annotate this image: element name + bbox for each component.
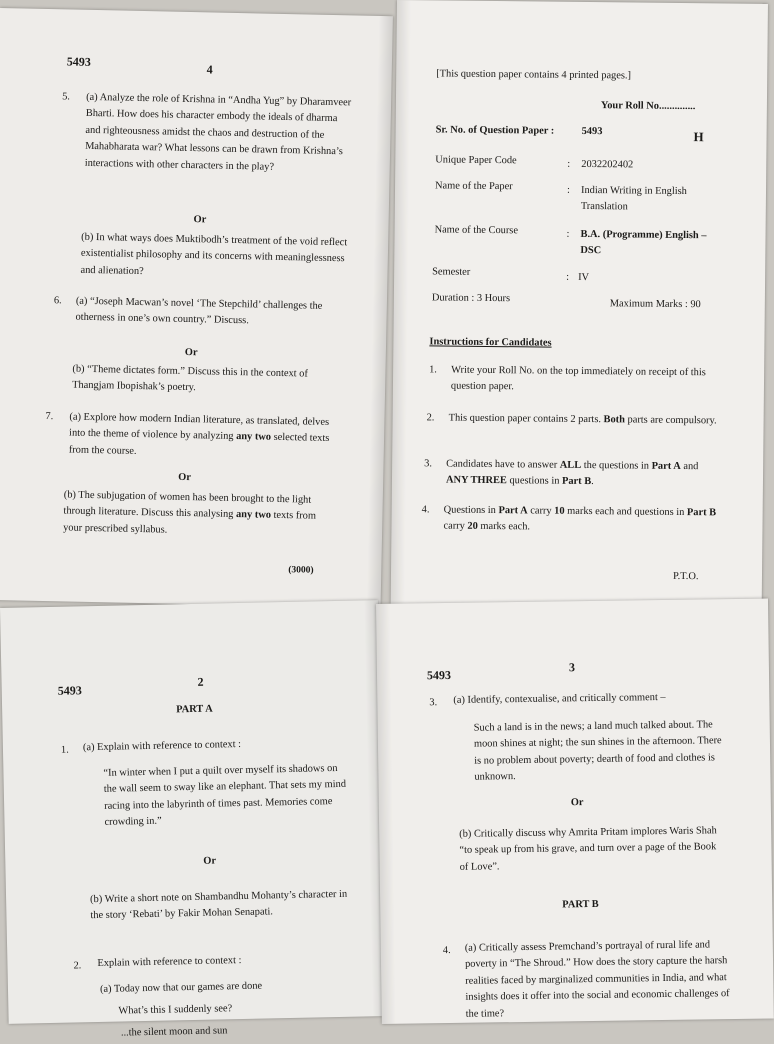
field-label: Name of the Paper: [434, 180, 513, 193]
question-number: 1.: [60, 744, 69, 756]
serial-value: 5493: [581, 125, 603, 138]
question-5b: (b) In what ways does Muktibodh’s treatment of the void reflect existentialist philosophy and its concerns with meaninglessness and alienation?: [80, 231, 348, 277]
field-colon: :: [567, 158, 571, 170]
print-count: (3000): [288, 565, 314, 576]
question-number: 6.: [53, 295, 62, 307]
part-heading: PART B: [562, 898, 599, 911]
part-heading: PART A: [176, 703, 213, 716]
field-value: B.A. (Programme) English – DSC: [580, 228, 707, 257]
paper-code: 5493: [66, 54, 92, 69]
page-number: 4: [206, 62, 213, 77]
or-divider: Or: [184, 346, 198, 359]
question-number: 7.: [45, 411, 54, 423]
field-value: Indian Writing in English Translation: [580, 184, 687, 213]
field-label: Name of the Course: [434, 224, 519, 237]
instructions-heading: Instructions for Candidates: [429, 336, 552, 349]
instruction-number: 2.: [426, 412, 435, 424]
question-6a: (a) “Joseph Macwan’s novel ‘The Stepchild’ challenges the otherness in one’s own country.” Discuss.: [75, 295, 323, 327]
question-1b: (b) Write a short note on Shambandhu Mohanty’s character in the story ‘Rebati’ by Fakir Mohan Senapati.: [90, 888, 348, 922]
instruction-1: Write your Roll No. on the top immediately on receipt of this question paper.: [450, 364, 706, 393]
quote-passage: Such a land is in the news; a land much talked about. The moon shines at night; the sun shines in the afternoon. There is no problem about poverty; dearth of food and clothes is unknown.: [473, 719, 722, 783]
or-divider: Or: [570, 797, 584, 809]
instruction-3: Candidates have to answer ALL the questions in Part A and ANY THREE questions in Part B.: [445, 458, 699, 488]
field-label: Unique Paper Code: [435, 154, 517, 167]
page-number: 2: [197, 674, 204, 689]
page-number: 3: [568, 660, 575, 675]
instruction-4: Questions in Part A carry 10 marks each and questions in Part B carry 20 marks each.: [443, 504, 717, 533]
verse-line: ...the silent moon and sun: [120, 1025, 228, 1039]
quote-passage: “In winter when I put a quilt over myself its shadows on the wall seem to sway like an elephant. That sets my mind racing into the labyrinth of times past. Memories come crowding in.”: [103, 762, 347, 829]
question-3b: (b) Critically discuss why Amrita Pritam implores Waris Shah “to speak up from his grave, and turn over a page of the Book of Love”.: [459, 825, 717, 873]
or-divider: Or: [203, 855, 217, 867]
exam-page-2: [0, 600, 387, 1039]
question-7b: (b) The subjugation of women has been brought to the light through literature. Discuss this analysing any two texts from your prescribed syllabus.: [63, 489, 317, 536]
serial-label: Sr. No. of Question Paper :: [435, 124, 555, 137]
please-turn-over: P.T.O.: [672, 570, 699, 583]
field-colon: :: [566, 271, 570, 283]
exam-page-1: [391, 0, 768, 608]
question-4a: (a) Critically assess Premchand’s portrayal of rural life and poverty in “The Shroud.” How does the story capture the harsh realities faced by marginalized communities in India, and what insights does it offer into the social and economic challenges of the time?: [464, 939, 730, 1020]
exam-page-4: [0, 8, 393, 608]
set-letter: H: [693, 129, 704, 145]
roll-number-label: Your Roll No..............: [600, 100, 696, 113]
question-3a: (a) Identify, contexualise, and critically comment –: [453, 691, 666, 706]
field-value: IV: [578, 271, 590, 284]
question-7a: (a) Explore how modern Indian literature, as translated, delves into the theme of violence by analyzing any two selected texts from the course.: [68, 411, 330, 457]
page-fold-shadow: [391, 0, 411, 604]
question-number: 4.: [442, 944, 451, 957]
or-divider: Or: [193, 214, 207, 226]
page-fold-shadow: [367, 16, 393, 608]
field-colon: :: [566, 184, 570, 196]
question-number: 5.: [62, 91, 71, 103]
exam-page-3: [376, 599, 774, 1024]
pages-note: [This question paper contains 4 printed pages.]: [436, 68, 632, 82]
question-number: 2.: [73, 960, 82, 972]
question-5a: (a) Analyze the role of Krishna in “Andha Yug” by Dharamveer Bharti. How does his character embody the ideals of dharma and righteousness amidst the chaos and destruction of the Mahabharata war? What lessons can be drawn from Krishna’s interactions with other characters in the play?: [84, 91, 352, 173]
verse-line: What’s this I suddenly see?: [118, 1003, 233, 1017]
verse-line: (a) Today now that our games are done: [99, 980, 263, 995]
instruction-number: 4.: [421, 504, 430, 516]
or-divider: Or: [178, 471, 192, 484]
field-value: 2032202402: [581, 158, 634, 171]
paper-code: 5493: [57, 683, 82, 698]
instruction-number: 3.: [424, 458, 432, 470]
instruction-number: 1.: [429, 364, 437, 376]
question-1a: (a) Explain with reference to context :: [82, 738, 242, 754]
field-label: Semester: [432, 266, 471, 278]
field-colon: :: [566, 228, 570, 240]
question-2: Explain with reference to context :: [97, 955, 242, 970]
duration: Duration : 3 Hours: [431, 292, 511, 305]
question-number: 3.: [429, 697, 438, 709]
instruction-2: This question paper contains 2 parts. Both parts are compulsory.: [448, 412, 717, 427]
maximum-marks: Maximum Marks : 90: [609, 298, 701, 311]
question-6b: (b) “Theme dictates form.” Discuss this in the context of Thangjam Ibopishak’s poetry.: [71, 363, 308, 394]
paper-code: 5493: [426, 667, 452, 683]
